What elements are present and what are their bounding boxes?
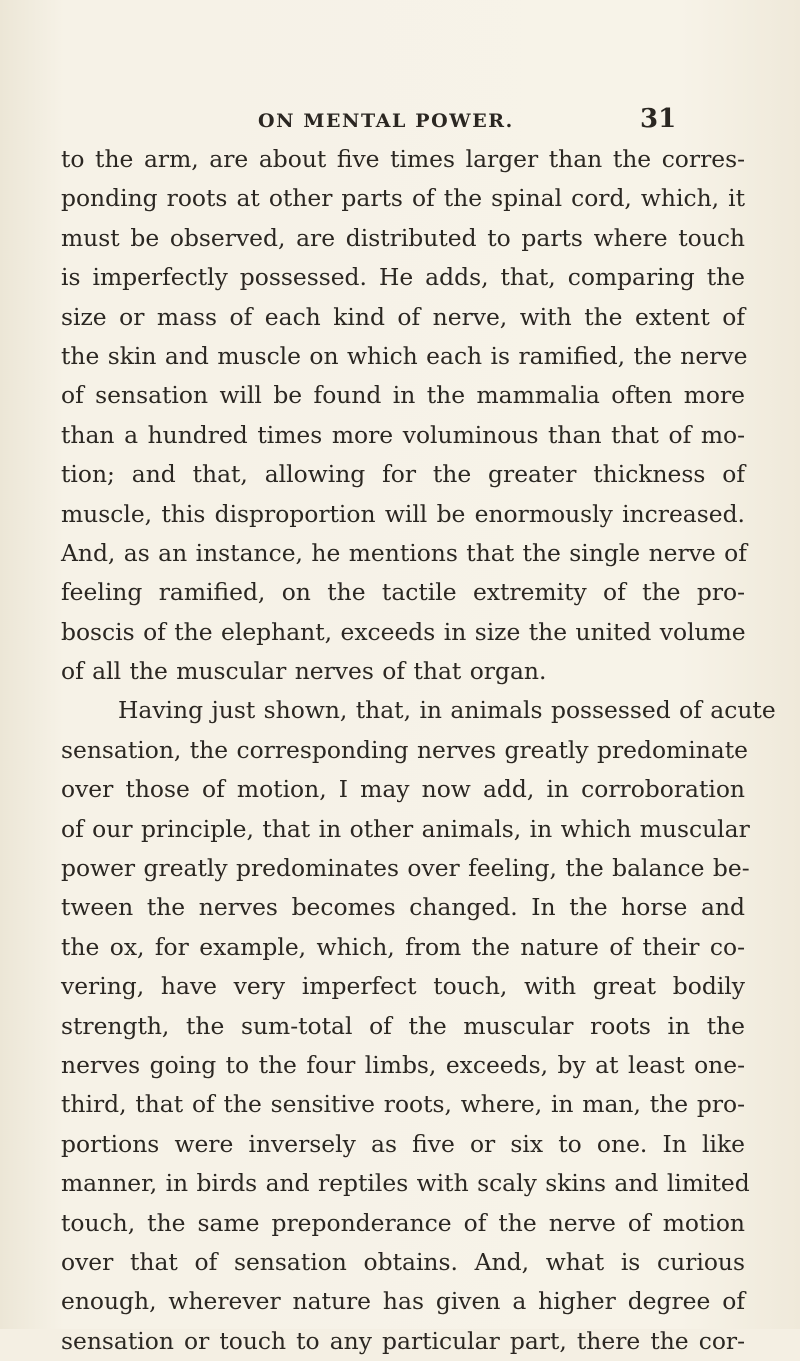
page-header xyxy=(0,104,800,138)
text-line: size or mass of each kind of nerve, with the extent of xyxy=(61,302,745,331)
text-line: sensation, the corresponding nerves greatly predominate xyxy=(61,735,748,764)
text-line: the skin and muscle on which each is ramified, the nerve xyxy=(61,341,748,370)
text-line: enough, wherever nature has given a higher degree of xyxy=(61,1287,745,1316)
text-line: of all the muscular nerves of that organ. xyxy=(61,657,547,686)
text-line: to the arm, are about five times larger than the corres- xyxy=(61,145,745,173)
text-line: sensation or touch to any particular part, there the cor- xyxy=(61,1326,745,1355)
text-line: strength, the sum-total of the muscular roots in the xyxy=(61,1011,745,1040)
text-line: the ox, for example, which, from the nature of their co- xyxy=(61,932,745,961)
text-line: nerves going to the four limbs, exceeds, by at least one- xyxy=(61,1050,745,1079)
text-line: feeling ramified, on the tactile extremity of the pro- xyxy=(61,578,745,607)
text-line: ponding roots at other parts of the spinal cord, which, it xyxy=(61,184,745,213)
text-line: is imperfectly possessed. He adds, that, comparing the xyxy=(61,263,745,292)
text-line: Having just shown, that, in animals possessed of acute xyxy=(118,696,776,725)
text-line: And, as an instance, he mentions that the single nerve of xyxy=(61,538,747,567)
text-line: manner, in birds and reptiles with scaly skins and limited xyxy=(61,1169,750,1198)
text-line: vering, have very imperfect touch, with great bodily xyxy=(61,972,745,1001)
text-line: portions were inversely as five or six to one. In like xyxy=(61,1129,745,1158)
text-line: over those of motion, I may now add, in corroboration xyxy=(61,775,745,804)
text-line: must be observed, are distributed to parts where touch xyxy=(61,223,745,252)
text-line: power greatly predominates over feeling, the balance be- xyxy=(61,854,750,883)
paragraph xyxy=(61,140,748,691)
body-text xyxy=(61,140,776,1361)
text-line: than a hundred times more voluminous than that of mo- xyxy=(61,420,745,449)
running-title: ON MENTAL POWER. xyxy=(258,110,514,132)
paragraph xyxy=(61,691,776,1361)
text-line: boscis of the elephant, exceeds in size the united volume xyxy=(61,617,746,646)
page-number: 31 xyxy=(640,104,677,134)
text-line: tween the nerves becomes changed. In the horse and xyxy=(61,893,745,922)
text-line: third, that of the sensitive roots, where, in man, the pro- xyxy=(61,1090,745,1119)
text-line: muscle, this disproportion will be enormously increased. xyxy=(61,499,745,528)
text-line: tion; and that, allowing for the greater thickness of xyxy=(61,460,745,489)
text-line: over that of sensation obtains. And, what is curious xyxy=(61,1247,745,1276)
text-line: of our principle, that in other animals, in which muscular xyxy=(61,814,750,843)
text-line: of sensation will be found in the mammalia often more xyxy=(61,381,745,410)
text-line: touch, the same preponderance of the nerve of motion xyxy=(61,1208,745,1237)
